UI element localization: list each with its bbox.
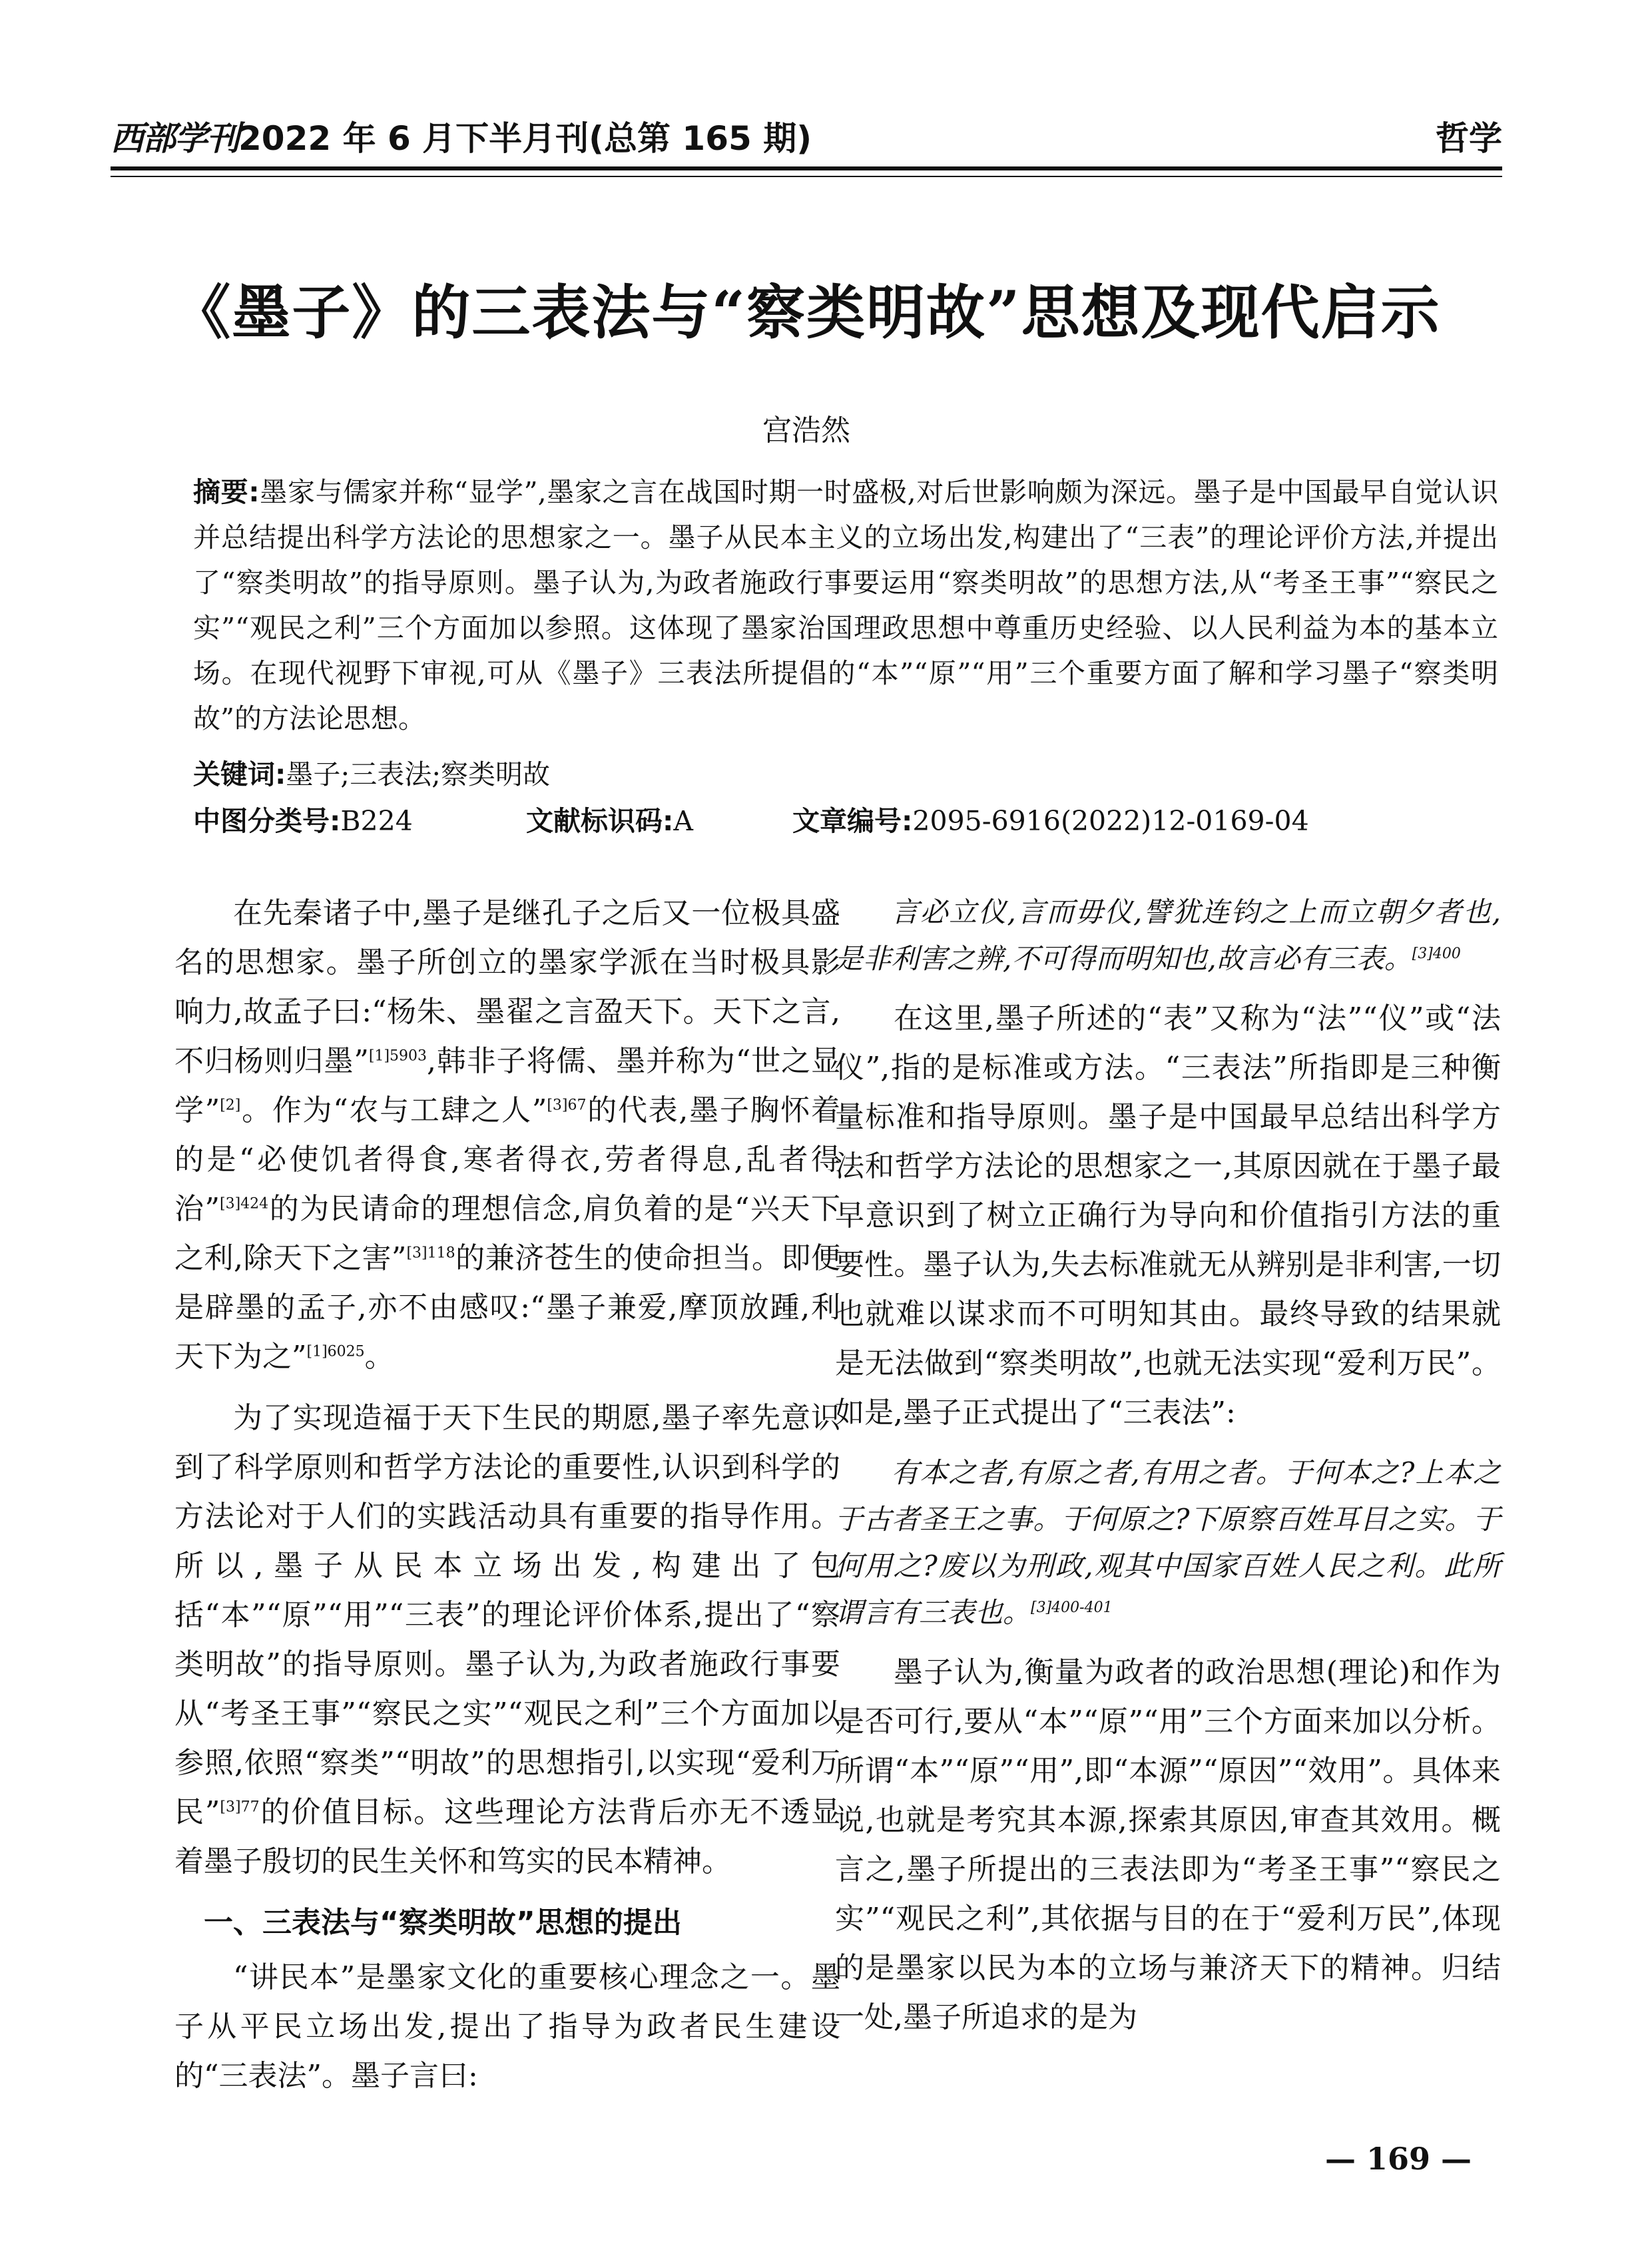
- header-rule: [111, 166, 1502, 170]
- journal-logo: 西部学刊: [111, 119, 238, 158]
- block-quote: 言必立仪,言而毋仪,譬犹连钧之上而立朝夕者也,是非利害之辨,不可得而明知也,故言必有三表。$^{[3]400}$: [835, 896, 1501, 975]
- clc-label: 中图分类号:: [193, 805, 341, 837]
- author-name: 宫浩然: [762, 414, 850, 447]
- paragraph: 墨子认为,衡量为政者的政治思想(理论)和作为是否可行,要从“本”“原”“用”三个方面来加以分析。所谓“本”“原”“用”,即“本源”“原因”“效用”。具体来说,也就是考究其本源,探索其原因,审查其效用。概言之,墨子所提出的三表法即为“考圣王事”“察民之实”“观民之利”,其依据与目的在于“爱利万民”,体现的是墨家以民为本的立场与兼济天下的精神。归结一处,墨子所追求的是为: [835, 1655, 1501, 2034]
- page-number: — 169 —: [1325, 2141, 1472, 2177]
- paragraph: 在先秦诸子中,墨子是继孔子之后又一位极具盛名的思想家。墨子所创立的墨家学派在当时极具影响力,故孟子曰:“杨朱、墨翟之言盈天下。天下之言,不归杨则归墨”$^{[1]5903}$,韩非子将儒、墨并称为“世之显学”[2]。作为“农与工肆之人”$^{[3]67}$的代表,墨子胸怀着的是“必使饥者得食,寒者得衣,劳者得息,乱者得治”$^{[3]424}$的为民请命的理想信念,肩负着的是“兴天下之利,除天下之害”$^{[3]118}$的兼济苍生的使命担当。即便是辟墨的孟子,亦不由感叹:“墨子兼爱,摩顶放踵,利天下为之”$^{[1]6025}$。: [174, 896, 841, 1374]
- header-rule-thin: [111, 176, 1502, 177]
- paragraph: 在这里,墨子所述的“表”又称为“法”“仪”或“法仪”,指的是标准或方法。“三表法”所指即是三种衡量标准和指导原则。墨子是中国最早总结出科学方法和哲学方法论的思想家之一,其原因就在于墨子最早意识到了树立正确行为导向和价值指引方法的重要性。墨子认为,失去标准就无从辨别是非利害,一切也就难以谋求而不可明知其由。最终导致的结果就是无法做到“察类明故”,也就无法实现“爱利万民”。如是,墨子正式提出了“三表法”:: [835, 1001, 1501, 1430]
- doc-code-label: 文献标识码:: [526, 805, 674, 837]
- body-column-left: [174, 889, 840, 2113]
- citation: [3]400-401: [1031, 1599, 1113, 1616]
- citation: [3]424: [220, 1195, 269, 1213]
- citation: [1]5903: [368, 1047, 427, 1065]
- abstract-label: 摘要:: [193, 476, 260, 508]
- citation: [3]77: [220, 1799, 260, 1816]
- body-column-right: [835, 889, 1501, 2054]
- running-header: [111, 107, 1502, 166]
- section-label: 哲学: [1436, 119, 1502, 158]
- block-quote: 有本之者,有原之者,有用之者。于何本之?上本之于古者圣王之事。于何原之?下原察百姓耳目之实。于何用之?废以为刑政,观其中国家百姓人民之利。此所谓言有三表也。$^{[3]400-401}$: [835, 1456, 1501, 1629]
- doc-code-value: A: [673, 805, 694, 837]
- citation: [3]400: [1412, 946, 1461, 962]
- keywords-label: 关键词:: [193, 758, 286, 790]
- abstract-text: 墨家与儒家并称“显学”,墨家之言在战国时期一时盛极,对后世影响颇为深远。墨子是中国最早自觉认识并总结提出科学方法论的思想家之一。墨子从民本主义的立场出发,构建出了“三表”的理论评价方法,并提出了“察类明故”的指导原则。墨子认为,为政者施政行事要运用“察类明故”的思想方法,从“考圣王事”“察民之实”“观民之利”三个方面加以参照。这体现了墨家治国理政思想中尊重历史经验、以人民利益为本的基本立场。在现代视野下审视,可从《墨子》三表法所提倡的“本”“原”“用”三个重要方面了解和学习墨子“察类明故”的方法论思想。: [193, 476, 1498, 734]
- clc-value: B224: [340, 805, 413, 837]
- keywords-text: 墨子;三表法;察类明故: [286, 758, 551, 790]
- citation: [3]67: [547, 1097, 587, 1114]
- paragraph: “讲民本”是墨家文化的重要核心理念之一。墨子从平民立场出发,提出了指导为政者民生建设的“三表法”。墨子言曰:: [174, 1960, 840, 2093]
- section-heading: 一、三表法与“察类明故”思想的提出: [204, 1906, 682, 1940]
- keywords: [193, 752, 550, 792]
- article-title: 《墨子》的三表法与“察类明故”思想及现代启示: [172, 278, 1441, 347]
- article-number-value: 2095-6916(2022)12-0169-04: [912, 805, 1309, 837]
- issue-text: 2022 年 6 月下半月刊(总第 165 期): [238, 119, 812, 158]
- journal-issue: [111, 112, 812, 160]
- abstract: [193, 469, 1498, 741]
- citation: [1]6025: [306, 1343, 365, 1360]
- classification-line: [193, 799, 1498, 839]
- paragraph: 为了实现造福于天下生民的期愿,墨子率先意识到了科学原则和哲学方法论的重要性,认识到科学的方法论对于人们的实践活动具有重要的指导作用。所以,墨子从民本立场出发,构建出了包括“本”“原”“用”“三表”的理论评价体系,提出了“察类明故”的指导原则。墨子认为,为政者施政行事要从“考圣王事”“察民之实”“观民之利”三个方面加以参照,依照“察类”“明故”的思想指引,以实现“爱利万民”$^{[3]77}$的价值目标。这些理论方法背后亦无不透显着墨子殷切的民生关怀和笃实的民本精神。: [174, 1401, 841, 1878]
- citation: [2]: [220, 1097, 241, 1114]
- citation: [3]118: [406, 1245, 455, 1262]
- article-number-label: 文章编号:: [792, 805, 913, 837]
